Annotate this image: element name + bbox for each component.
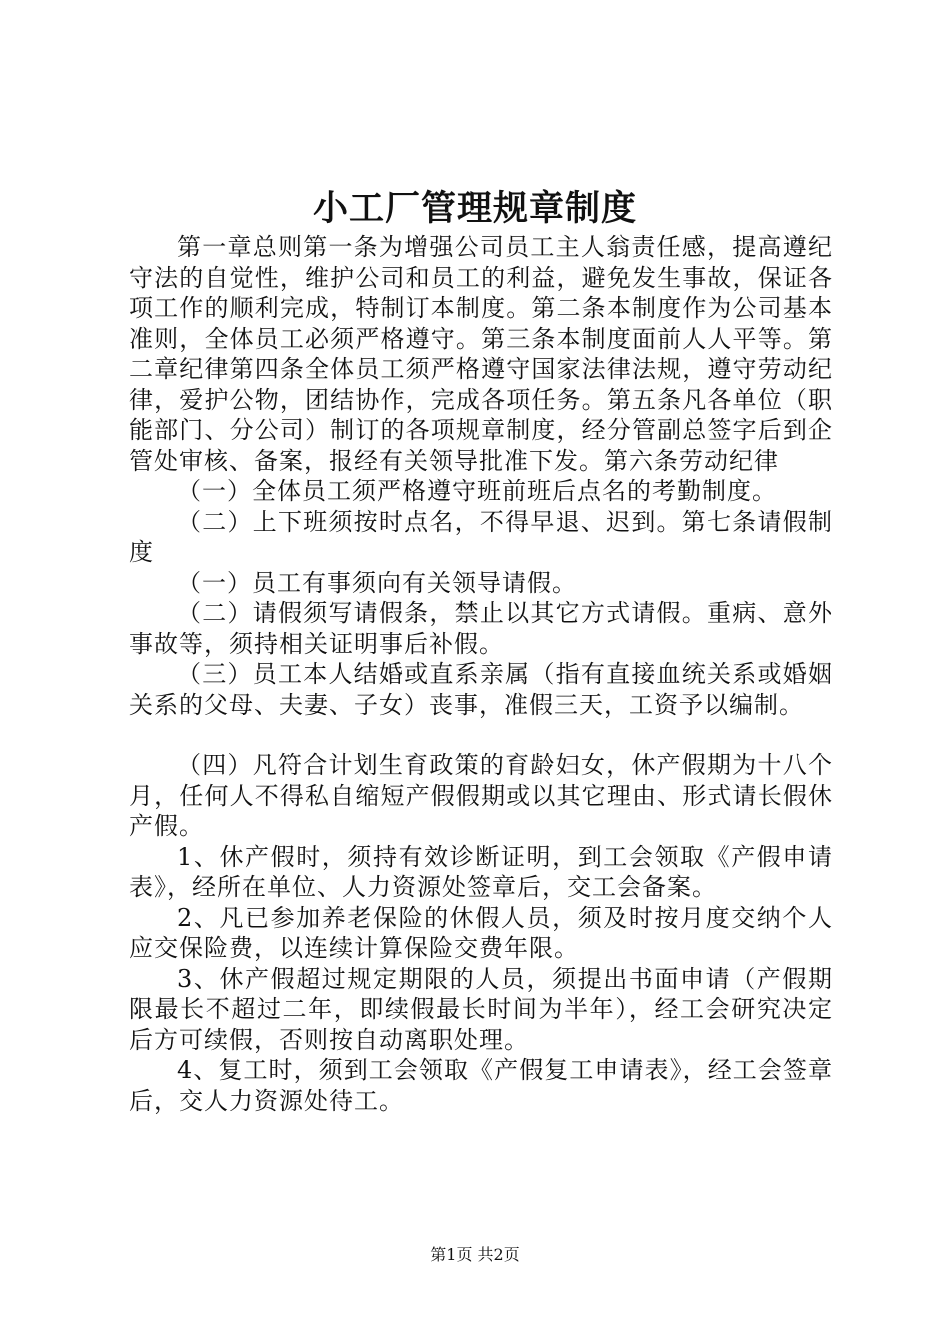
paragraph-leave-note: （二）请假须写请假条，禁止以其它方式请假。重病、意外事故等，须持相关证明事后补假。 — [129, 599, 833, 658]
paragraph-maternity-item-1: 1、休产假时，须持有效诊断证明，到工会领取《产假申请表》，经所在单位、人力资源处签章后，交工会备案。 — [129, 842, 833, 901]
paragraph-maternity-item-4: 4、复工时，须到工会领取《产假复工申请表》，经工会签章后，交人力资源处待工。 — [129, 1056, 833, 1115]
paragraph-attendance: （一）全体员工须严格遵守班前班后点名的考勤制度。 — [177, 477, 777, 505]
paragraph-marriage-funeral-leave: （三）员工本人结婚或直系亲属（指有直接血统关系或婚姻关系的父母、夫妻、子女）丧事，准假三天，工资予以编制。 — [129, 660, 833, 719]
paragraph-general-provisions: 第一章总则第一条为增强公司员工主人翁责任感，提高遵纪守法的自觉性，维护公司和员工的利益，避免发生事故，保证各项工作的顺利完成，特制订本制度。第二条本制度作为公司基本准则，全体员工必须严格遵守。第三条本制度面前人人平等。第二章纪律第四条全体员工须严格遵守国家法律法规，遵守劳动纪律，爱护公物，团结协作，完成各项任务。第五条凡各单位（职能部门、分公司）制订的各项规章制度，经分管副总签字后到企管处审核、备案，报经有关领导批准下发。第六条劳动纪律 — [129, 233, 833, 475]
paragraph-maternity-leave: （四）凡符合计划生育政策的育龄妇女，休产假期为十八个月，任何人不得私自缩短产假假期或以其它理由、形式请长假休产假。 — [129, 751, 833, 840]
paragraph-spacer — [129, 720, 833, 750]
document-title: 小工厂管理规章制度 — [312, 188, 637, 229]
page-footer: 第1页 共2页 — [430, 1245, 520, 1264]
document-body — [129, 232, 833, 1116]
paragraph-maternity-item-3: 3、休产假超过规定期限的人员，须提出书面申请（产假期限最长不超过二年，即续假最长时间为半年），经工会研究决定后方可续假，否则按自动离职处理。 — [129, 964, 833, 1054]
paragraph-punctuality: （二）上下班须按时点名，不得早退、迟到。第七条请假制度 — [129, 507, 833, 566]
paragraph-maternity-item-2: 2、凡已参加养老保险的休假人员，须及时按月度交纳个人应交保险费，以连续计算保险交费年限。 — [129, 903, 833, 962]
paragraph-leave-request: （一）员工有事须向有关领导请假。 — [177, 568, 577, 597]
